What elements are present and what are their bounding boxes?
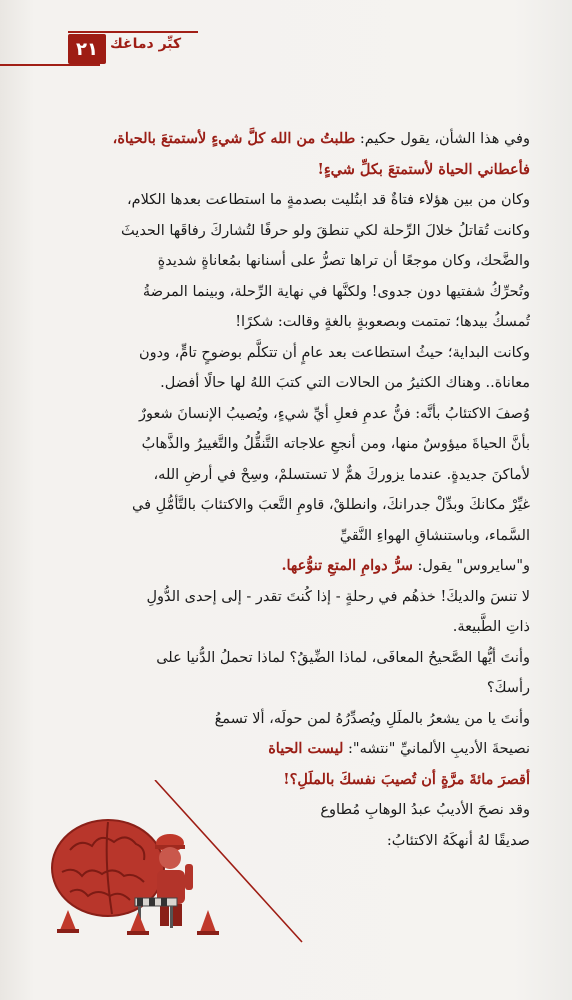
header-rule <box>68 31 198 33</box>
text-line: غيِّرْ مكانكَ وبدِّلْ جدرانكَ، وانطلقْ، قاومِ التَّعبَ والاكتئابَ بالتَّأمُّلِ في <box>132 497 530 513</box>
text-line: وقد نصحَ الأديبُ عبدُ الوهابِ مُطاوع <box>320 802 530 818</box>
text-line: رأسكَ؟ <box>486 680 530 696</box>
text-line: وتُحرِّكُ شفتيها دون جدوى! ولكنَّها في نهاية الرِّحلة، وبينما المرضةُ <box>142 283 530 300</box>
construction-worker-icon <box>155 834 193 926</box>
text-line: السَّماء، وباستنشاقِ الهواءِ النَّقيِّ <box>339 527 530 544</box>
text-line: وأنتَ أيُّها الصَّحيحُ المعافَى، لماذا الضِّيقُ؟ لماذا تحملُ الدُّنيا على <box>156 649 530 666</box>
text-line: وفي هذا الشأن، يقول حكيم: طلبتُ من الله كلَّ شيءٍ لأستمتعَ بالحياة، <box>112 130 530 147</box>
text-line: فأعطاني الحياة لأستمتعَ بكلِّ شيءٍ! <box>317 160 530 178</box>
text-line: بأنَّ الحياةَ ميؤوسٌ منها، ومن أنجعِ علاجاته التَّنقُّلُ والتَّغييرُ والذَّهابُ <box>141 436 530 452</box>
text-line: وكانت تُقاتلُ خلالَ الرِّحلة لكي تنطقَ ولو حرفًا لتُشاركَ رفاقَها الحديثَ <box>121 222 530 239</box>
book-title: كبِّر دماغك <box>110 36 182 52</box>
brain-worker-illustration-icon <box>40 780 310 950</box>
body-text <box>30 124 530 856</box>
text-line: لأماكنَ جديدةٍ. عندما يزوركَ همٌّ لا تستسلمْ، وسِحْ في أرضِ الله، <box>153 466 530 483</box>
text-line: لا تنسَ والديكَ! خذهُم في رحلةٍ - إذا كُنتَ تقدر - إلى إحدى الدُّولِ <box>146 588 530 605</box>
text-line: معاناة.. وهناك الكثيرُ من الحالات التي كتبَ اللهُ لها حالًا أفضل. <box>160 375 530 391</box>
header-line <box>0 64 100 66</box>
page-number-badge: ٢١ <box>68 34 106 64</box>
text-line: و"سايروس" يقول: سرُّ دوامِ المتعِ تنوُّعها. <box>281 557 530 574</box>
text-line: وكانت البداية؛ حيثُ استطاعت بعد عامٍ أن تتكلَّم بوضوحٍ تامٍّ، ودون <box>138 344 530 361</box>
text-line: وكان من بين هؤلاء فتاةٌ قد ابتُليت بصدمةٍ ما استطاعت بعدها الكلام، <box>126 192 530 208</box>
text-line: نصيحةَ الأديبِ الألمانيِّ "نتشه": ليست الحياة <box>268 740 530 757</box>
text-line: صديقًا لهُ أنهكَهُ الاكتئابُ: <box>386 832 530 849</box>
text-line: والضَّحك، وكان موجعًا أن تراها تصرُّ على أسنانها بمُعاناةٍ شديدةٍ <box>157 253 530 269</box>
text-line: تُمسكُ بيدها؛ تمتمت وبصعوبةٍ بالغةٍ وقالت: شكرًا! <box>235 314 530 330</box>
text-line: وأنتَ يا من يشعرُ بالملَلِ ويُصدِّرُهُ لمن حولَه، ألا تسمعُ <box>214 710 530 727</box>
text-line: أقصرَ مائةَ مرَّةٍ أن تُصيبَ نفسكَ بالملَلِ؟! <box>283 770 530 788</box>
text-line: وُصفَ الاكتئابُ بأنَّه: فنُّ عدمِ فعلِ أيِّ شيءٍ، ويُصيبُ الإنسانَ شعورٌ <box>138 405 530 422</box>
text-line: ذاتِ الطَّبيعة. <box>452 619 530 635</box>
traffic-cone-icon <box>57 910 219 935</box>
